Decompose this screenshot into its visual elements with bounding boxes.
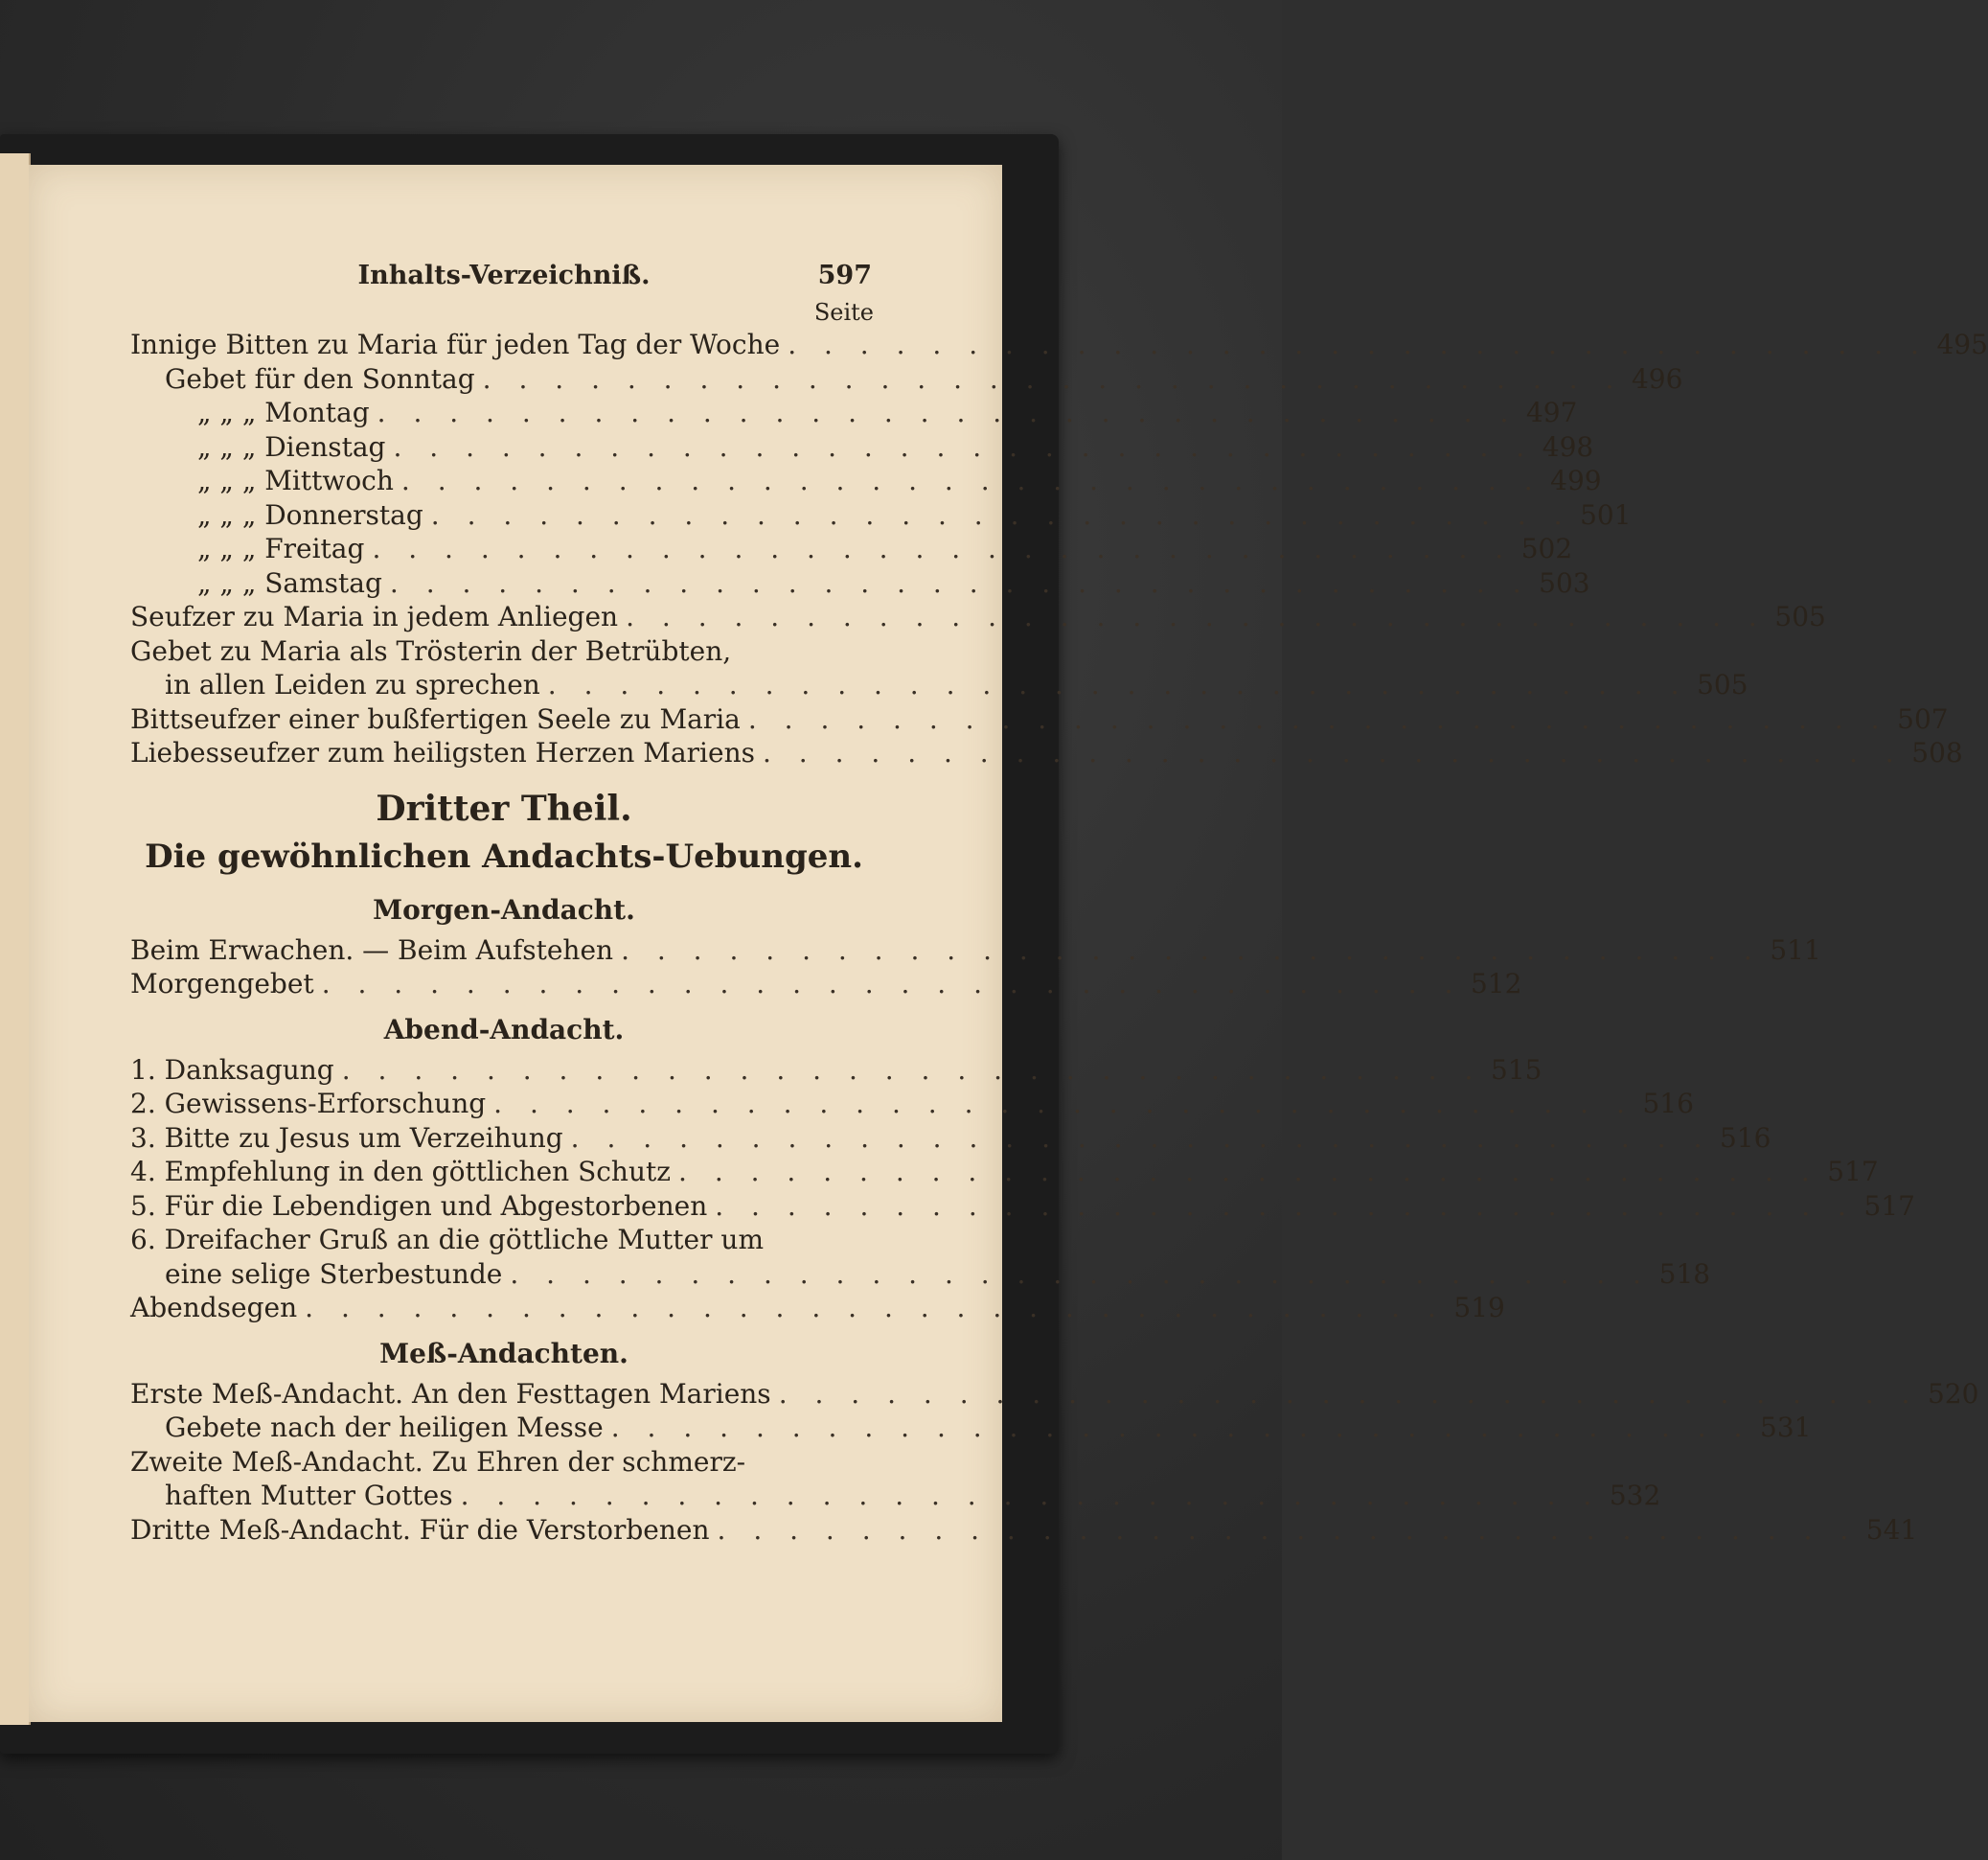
toc-entry xyxy=(130,600,1826,634)
toc-entry xyxy=(130,967,1522,1001)
leader-dots: . . . . . . . . . . . . . . . . . . . . . . . . . . . . . . . . xyxy=(341,1053,1483,1086)
leader-dots: . . . . . . . . . . . . . . . . . . . . . . . . . . . . . . . . xyxy=(305,1292,1446,1323)
toc-entry xyxy=(130,1445,878,1480)
leader-dots: . . . . . . . . . . . . . . . . . . . . . . . . . . . . . . . . xyxy=(510,1257,1652,1290)
toc-entry-page: 515 xyxy=(1491,1053,1542,1086)
abend-list xyxy=(130,1053,1915,1325)
toc-entry xyxy=(130,1087,1694,1121)
toc-entry-page: 531 xyxy=(1760,1412,1812,1443)
toc-entry-page: 505 xyxy=(1697,669,1748,700)
toc-entry-label: Gebete nach der heiligen Messe xyxy=(165,1412,604,1443)
leader-dots: . . . . . . . . . . . . . . . . . . . . . . . . . . . . . . . . xyxy=(400,465,1542,496)
seite-label: Seite xyxy=(813,299,874,326)
leader-dots: . . . . . . . . . . . . . . . . . . . . . . . . . . . . . . . . xyxy=(715,1189,1856,1222)
morgen-heading: Morgen-Andacht. xyxy=(373,893,635,926)
toc-entry-page: 503 xyxy=(1539,566,1590,599)
toc-entry xyxy=(130,430,1594,465)
table-of-contents xyxy=(130,261,1988,1547)
toc-entry xyxy=(130,1053,1542,1088)
toc-entry-label: Liebesseufzer zum heiligsten Herzen Mariens xyxy=(130,737,755,769)
leader-dots: . . . . . . . . . . . . . . . . . . . . . . . . . . . . . . . . xyxy=(389,566,1531,599)
toc-entry-label: Zweite Meß-Andacht. Zu Ehren der schmerz- xyxy=(130,1445,746,1478)
leader-dots: . . . . . . . . . . . . . . . . . . . . . . . . . . . . . . . . xyxy=(717,1513,1859,1546)
toc-entry xyxy=(130,1377,1979,1412)
toc-entry-label: 3. Bitte zu Jesus um Verzeihung xyxy=(130,1121,563,1154)
toc-entry xyxy=(130,1513,1918,1548)
leader-dots: . . . . . . . . . . . . . . . . . . . . . . . . . . . . . . . . xyxy=(788,329,1929,360)
toc-entry xyxy=(130,668,1748,702)
toc-entry-label: 5. Für die Lebendigen und Abgestorbenen xyxy=(130,1189,708,1222)
toc-entry-page: 508 xyxy=(1911,737,1963,769)
leader-dots: . . . . . . . . . . . . . . . . . . . . . . . . . . . . . . . . xyxy=(762,737,1904,769)
leader-dots: . . . . . . . . . . . . . . . . . . . . . . . . . . . . . . . . xyxy=(570,1121,1712,1154)
toc-entry xyxy=(130,1189,1915,1224)
part-title: Dritter Theil. xyxy=(376,788,632,829)
toc-entry-page: 512 xyxy=(1470,968,1522,999)
toc-entry-label: 4. Empfehlung in den göttlichen Schutz xyxy=(130,1156,672,1187)
toc-entry-page: 519 xyxy=(1453,1292,1505,1323)
toc-entry xyxy=(130,464,1602,498)
leader-dots: . . . . . . . . . . . . . . . . . . . . . . . . . . . . . . . . xyxy=(610,1412,1752,1443)
toc-entry-label: „ „ „ Donnerstag xyxy=(197,498,423,531)
toc-entry-label: in allen Leiden zu sprechen xyxy=(165,669,540,700)
toc-entry-page: 495 xyxy=(1936,329,1988,360)
toc-entry xyxy=(130,634,878,669)
toc-entry-page: 496 xyxy=(1631,362,1683,395)
toc-entry-page: 507 xyxy=(1897,702,1949,735)
leader-dots: . . . . . . . . . . . . . . . . . . . . . . . . . . . . . . . . xyxy=(321,968,1463,999)
toc-entry-label: Erste Meß-Andacht. An den Festtagen Mariens xyxy=(130,1377,771,1410)
toc-entry xyxy=(130,566,1590,601)
toc-entry xyxy=(130,1479,1661,1513)
leader-dots: . . . . . . . . . . . . . . . . . . . . . . . . . . . . . . . . xyxy=(678,1156,1819,1187)
toc-entry-label: Gebet für den Sonntag xyxy=(165,362,475,395)
running-title: Inhalts-Verzeichniß. xyxy=(357,261,651,290)
leader-dots: . . . . . . . . . . . . . . . . . . . . . . . . . . . . . . . . xyxy=(393,430,1535,463)
toc-entry-label: Dritte Meß-Andacht. Für die Verstorbenen xyxy=(130,1513,710,1546)
toc-entry-page: 502 xyxy=(1520,533,1573,564)
toc-entry-page: 499 xyxy=(1550,465,1602,496)
toc-entry-label: eine selige Sterbestunde xyxy=(165,1257,503,1290)
toc-entry xyxy=(130,736,1963,770)
abend-heading: Abend-Andacht. xyxy=(383,1013,625,1045)
page-number: 597 xyxy=(817,261,872,290)
toc-entry-label: „ „ „ Mittwoch xyxy=(197,465,394,496)
toc-entry-label: Innige Bitten zu Maria für jeden Tag der Woche xyxy=(130,329,781,360)
section-a-list xyxy=(130,328,1988,770)
left-page-edge xyxy=(0,153,31,1725)
toc-entry-label: „ „ „ Freitag xyxy=(197,533,365,564)
toc-entry-page: 511 xyxy=(1770,933,1821,966)
leader-dots: . . . . . . . . . . . . . . . . . . . . . . . . . . . . . . . . xyxy=(377,397,1519,428)
toc-entry-page: 497 xyxy=(1525,397,1578,428)
toc-entry xyxy=(130,1121,1771,1156)
toc-entry-page: 516 xyxy=(1719,1121,1771,1154)
leader-dots: . . . . . . . . . . . . . . . . . . . . . . . . . . . . . . . . xyxy=(626,601,1767,632)
toc-entry-label: „ „ „ Samstag xyxy=(197,566,382,599)
leader-dots: . . . . . . . . . . . . . . . . . . . . . . . . . . . . . . . . xyxy=(778,1377,1920,1410)
toc-entry-label: „ „ „ Montag xyxy=(197,397,370,428)
toc-entry-label: Beim Erwachen. — Beim Aufstehen xyxy=(130,933,614,966)
toc-entry-label: „ „ „ Dienstag xyxy=(197,430,386,463)
leader-dots: . . . . . . . . . . . . . . . . . . . . . . . . . . . . . . . . xyxy=(430,498,1572,531)
toc-entry xyxy=(130,1223,878,1257)
toc-entry-label: Gebet zu Maria als Trösterin der Betrübten, xyxy=(130,634,732,667)
toc-entry-page: 518 xyxy=(1658,1257,1711,1290)
toc-entry-page: 501 xyxy=(1580,498,1632,531)
toc-entry-label: 1. Danksagung xyxy=(130,1053,334,1086)
leader-dots: . . . . . . . . . . . . . . . . . . . . . . . . . . . . . . . . xyxy=(493,1088,1634,1119)
toc-entry-page: 517 xyxy=(1863,1189,1915,1222)
toc-entry-label: Morgengebet xyxy=(130,968,314,999)
toc-entry-label: haften Mutter Gottes xyxy=(165,1480,453,1511)
toc-entry-page: 498 xyxy=(1542,430,1594,463)
toc-entry-label: Seufzer zu Maria in jedem Anliegen xyxy=(130,601,619,632)
morgen-list xyxy=(130,933,1821,1001)
mess-list xyxy=(130,1377,1979,1548)
leader-dots: . . . . . . . . . . . . . . . . . . . . . . . . . . . . . . . . xyxy=(372,533,1514,564)
toc-entry-label: Bittseufzer einer bußfertigen Seele zu Maria xyxy=(130,702,741,735)
toc-entry xyxy=(130,532,1573,566)
toc-entry-page: 505 xyxy=(1774,601,1826,632)
leader-dots: . . . . . . . . . . . . . . . . . . . . . . . . . . . . . . . . xyxy=(547,669,1689,700)
toc-entry-label: 6. Dreifacher Gruß an die göttliche Mutter um xyxy=(130,1224,764,1255)
leader-dots: . . . . . . . . . . . . . . . . . . . . . . . . . . . . . . . . xyxy=(482,362,1624,395)
toc-entry xyxy=(130,1155,1879,1189)
toc-entry xyxy=(130,362,1683,397)
toc-entry xyxy=(130,933,1821,968)
running-header xyxy=(130,261,878,297)
toc-entry-label: 2. Gewissens-Erforschung xyxy=(130,1088,487,1119)
leader-dots: . . . . . . . . . . . . . . . . . . . . . . . . . . . . . . . . xyxy=(460,1480,1602,1511)
mess-heading: Meß-Andachten. xyxy=(379,1337,628,1369)
toc-entry-page: 541 xyxy=(1865,1513,1918,1546)
toc-entry-page: 516 xyxy=(1642,1088,1694,1119)
toc-entry-page: 532 xyxy=(1609,1480,1661,1511)
toc-entry xyxy=(130,1257,1711,1292)
toc-entry xyxy=(130,702,1949,737)
toc-entry-label: Abendsegen xyxy=(130,1292,298,1323)
toc-entry xyxy=(130,498,1632,533)
part-subtitle: Die gewöhnlichen Andachts-Uebungen. xyxy=(145,837,863,876)
leader-dots: . . . . . . . . . . . . . . . . . . . . . . . . . . . . . . . . xyxy=(621,933,1762,966)
toc-entry-page: 520 xyxy=(1927,1377,1979,1410)
toc-entry xyxy=(130,1411,1812,1445)
leader-dots: . . . . . . . . . . . . . . . . . . . . . . . . . . . . . . . . xyxy=(747,702,1889,735)
toc-entry xyxy=(130,396,1578,430)
toc-entry xyxy=(130,328,1988,362)
toc-entry xyxy=(130,1291,1505,1325)
toc-entry-page: 517 xyxy=(1827,1156,1879,1187)
